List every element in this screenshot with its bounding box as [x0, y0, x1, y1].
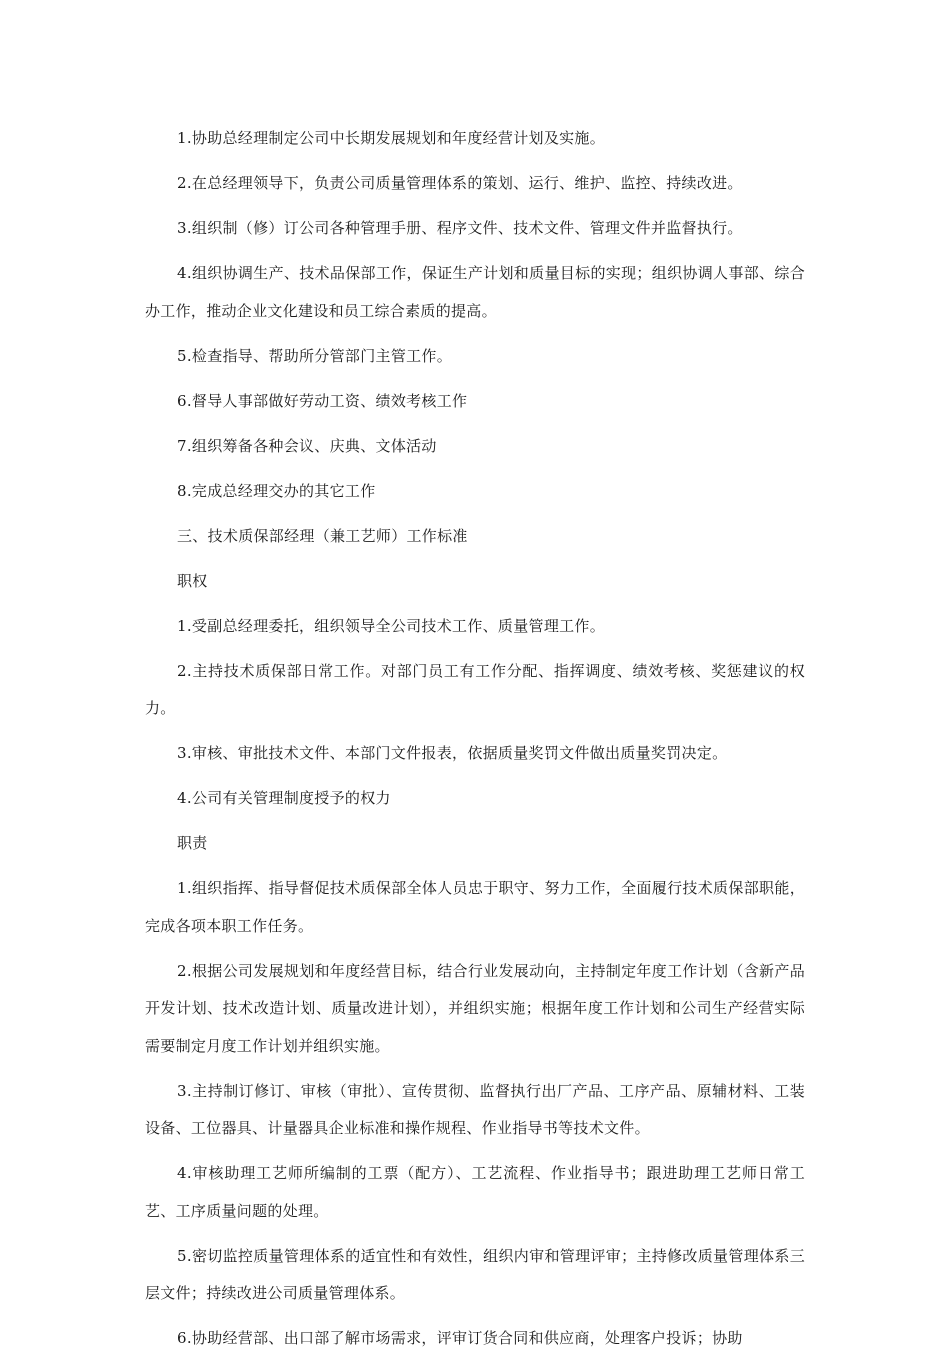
paragraph: 2.主持技术质保部日常工作。对部门员工有工作分配、指挥调度、绩效考核、奖惩建议的权力。 [145, 661, 805, 717]
subheading-duties: 职责 [177, 834, 208, 852]
paragraph: 4.公司有关管理制度授予的权力 [177, 789, 391, 807]
paragraph: 5.检查指导、帮助所分管部门主管工作。 [177, 346, 453, 365]
paragraph: 1.受副总经理委托，组织领导全公司技术工作、质量管理工作。 [177, 616, 606, 635]
paragraph: 2.根据公司发展规划和年度经营目标，结合行业发展动向，主持制定年度工作计划（含新产品开发计划、技术改造计划、质量改进计划），并组织实施；根据年度工作计划和公司生产经营实际需要制定月度工作计划并组织实施。 [145, 961, 805, 1055]
document-page [145, 120, 805, 1365]
paragraph: 3.审核、审批技术文件、本部门文件报表，依据质量奖罚文件做出质量奖罚决定。 [177, 744, 728, 762]
paragraph: 8.完成总经理交办的其它工作 [177, 481, 376, 500]
paragraph: 3.主持制订修订、审核（审批）、宣传贯彻、监督执行出厂产品、工序产品、原辅材料、工装设备、工位器具、计量器具企业标准和操作规程、作业指导书等技术文件。 [145, 1081, 805, 1137]
paragraph: 5.密切监控质量管理体系的适宜性和有效性，组织内审和管理评审；主持修改质量管理体系三层文件；持续改进公司质量管理体系。 [145, 1246, 805, 1302]
paragraph: 4.审核助理工艺师所编制的工票（配方）、工艺流程、作业指导书；跟进助理工艺师日常工艺、工序质量问题的处理。 [145, 1164, 805, 1220]
paragraph: 2.在总经理领导下，负责公司质量管理体系的策划、运行、维护、监控、持续改进。 [177, 174, 743, 192]
paragraph: 1.协助总经理制定公司中长期发展规划和年度经营计划及实施。 [177, 129, 606, 147]
paragraph: 3.组织制（修）订公司各种管理手册、程序文件、技术文件、管理文件并监督执行。 [177, 219, 743, 237]
paragraph: 6.督导人事部做好劳动工资、绩效考核工作 [177, 391, 468, 410]
paragraph: 7.组织筹备各种会议、庆典、文体活动 [177, 436, 437, 455]
section-heading: 三、技术质保部经理（兼工艺师）工作标准 [177, 526, 468, 545]
paragraph: 1.组织指挥、指导督促技术质保部全体人员忠于职守、努力工作，全面履行技术质保部职能，完成各项本职工作任务。 [145, 879, 805, 935]
paragraph: 6.协助经营部、出口部了解市场需求，评审订货合同和供应商，处理客户投诉；协助 [177, 1329, 743, 1347]
paragraph: 4.组织协调生产、技术品保部工作，保证生产计划和质量目标的实现；组织协调人事部、综合办工作，推动企业文化建设和员工综合素质的提高。 [145, 264, 805, 320]
subheading-authority: 职权 [177, 571, 208, 590]
